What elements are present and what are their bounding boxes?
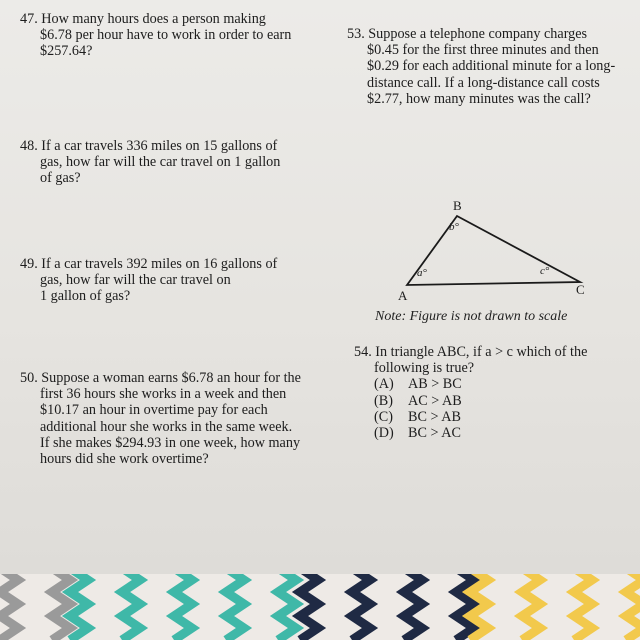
vertex-label-b: B bbox=[453, 198, 462, 213]
answer-choice-d bbox=[354, 425, 587, 441]
choice-text: BC > AC bbox=[408, 425, 461, 442]
rug-stripe bbox=[352, 574, 370, 640]
question-53 bbox=[347, 26, 615, 107]
triangle-abc bbox=[407, 216, 580, 285]
choice-label: (B) bbox=[374, 392, 393, 409]
question-48 bbox=[20, 138, 280, 187]
patterned-rug-background bbox=[0, 574, 640, 640]
triangle-figure bbox=[380, 192, 610, 312]
rug-stripe bbox=[574, 574, 592, 640]
question-line: $10.17 an hour in overtime pay for each bbox=[40, 402, 268, 419]
rug-stripe bbox=[174, 574, 192, 640]
question-line: hours did she work overtime? bbox=[40, 451, 209, 468]
choice-label: (D) bbox=[374, 425, 394, 442]
rug-stripe bbox=[626, 574, 640, 640]
question-line: 54. In triangle ABC, if a > c which of the bbox=[354, 344, 588, 360]
question-line: $0.45 for the first three minutes and then bbox=[367, 42, 599, 59]
rug-stripe bbox=[122, 574, 140, 640]
question-50 bbox=[20, 370, 301, 467]
rug-stripe bbox=[522, 574, 540, 640]
question-line: following is true? bbox=[374, 360, 475, 377]
rug-stripe bbox=[404, 574, 422, 640]
choice-label: (C) bbox=[374, 408, 393, 425]
question-line: 50. Suppose a woman earns $6.78 an hour for the bbox=[20, 370, 301, 386]
question-line: 53. Suppose a telephone company charges bbox=[347, 26, 588, 42]
angle-label-b: b° bbox=[449, 221, 459, 233]
rug-stripe bbox=[300, 574, 318, 640]
question-line: $2.77, how many minutes was the call? bbox=[367, 90, 591, 107]
question-line: first 36 hours she works in a week and then bbox=[40, 386, 287, 403]
choice-text: AC > AB bbox=[408, 392, 462, 409]
rug-stripe bbox=[226, 574, 244, 640]
answer-choice-a bbox=[354, 376, 587, 392]
question-line: additional hour she works in the same week. bbox=[40, 418, 293, 435]
vertex-label-a: A bbox=[398, 288, 408, 303]
question-line: 47. How many hours does a person making bbox=[20, 11, 266, 27]
figure-note: Note: Figure is not drawn to scale bbox=[375, 309, 568, 324]
question-line: 48. If a car travels 336 miles on 15 gallons of bbox=[20, 138, 278, 154]
question-line: gas, how far will the car travel on 1 gallon bbox=[40, 154, 281, 171]
choice-text: BC > AB bbox=[408, 408, 461, 425]
question-54 bbox=[354, 344, 587, 441]
question-line: $257.64? bbox=[40, 43, 93, 60]
rug-stripe bbox=[0, 574, 18, 640]
question-line: If she makes $294.93 in one week, how many bbox=[40, 434, 301, 451]
choice-text: AB > BC bbox=[408, 376, 462, 393]
answer-choice-c bbox=[354, 409, 587, 425]
question-line: 49. If a car travels 392 miles on 16 gallons of bbox=[20, 256, 278, 272]
question-line: distance call. If a long-distance call costs bbox=[367, 74, 600, 91]
angle-label-c: c° bbox=[540, 265, 550, 277]
zigzag-pattern bbox=[0, 574, 640, 640]
question-line: 1 gallon of gas? bbox=[40, 288, 131, 305]
answer-choice-b bbox=[354, 393, 587, 409]
question-49 bbox=[20, 256, 277, 305]
question-line: gas, how far will the car travel on bbox=[40, 272, 231, 289]
vertex-label-c: C bbox=[576, 282, 585, 297]
question-line: of gas? bbox=[40, 170, 81, 187]
rug-stripe bbox=[52, 574, 70, 640]
question-47 bbox=[20, 11, 291, 60]
rug-stripe bbox=[456, 574, 474, 640]
rug-stripe bbox=[278, 574, 296, 640]
question-line: $6.78 per hour have to work in order to earn bbox=[40, 27, 292, 44]
choice-label: (A) bbox=[374, 376, 394, 393]
question-line: $0.29 for each additional minute for a long- bbox=[367, 58, 616, 75]
angle-label-a: a° bbox=[417, 267, 427, 279]
